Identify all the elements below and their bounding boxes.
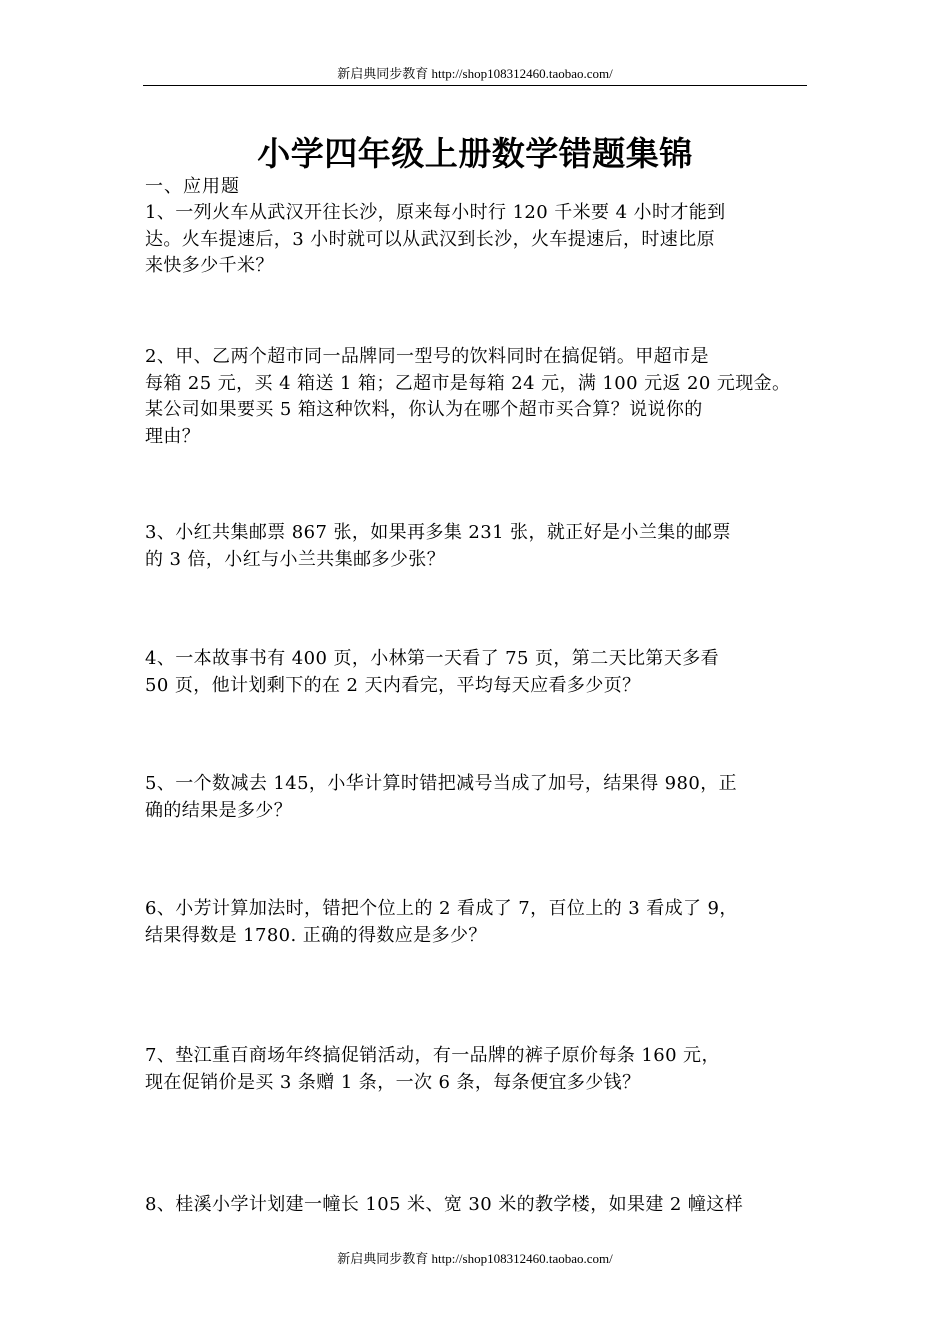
question-5 — [145, 771, 810, 824]
question-1 — [145, 200, 810, 280]
question-line: 结果得数是 1780. 正确的得数应是多少？ — [145, 924, 487, 946]
question-3 — [145, 520, 810, 573]
question-line: 确的结果是多少？ — [145, 799, 293, 821]
question-7 — [145, 1043, 810, 1096]
question-line: 4、一本故事书有 400 页，小林第一天看了 75 页，第二天比第天多看 — [145, 648, 719, 669]
question-line: 6、小芳计算加法时，错把个位上的 2 看成了 7，百位上的 3 看成了 9， — [145, 898, 738, 919]
document-title: 小学四年级上册数学错题集锦 — [257, 134, 693, 173]
question-line: 某公司如果要买 5 箱这种饮料，你认为在哪个超市买合算？说说你的 — [145, 399, 703, 420]
question-line: 2、甲、乙两个超市同一品牌同一型号的饮料同时在搞促销。甲超市是 — [145, 346, 709, 367]
question-8 — [145, 1192, 810, 1219]
question-line: 来快多少千米？ — [145, 255, 274, 276]
question-line: 1、一列火车从武汉开往长沙，原来每小时行 120 千米要 4 小时才能到 — [145, 202, 726, 223]
question-line: 7、垫江重百商场年终搞促销活动，有一品牌的裤子原价每条 160 元， — [145, 1045, 720, 1066]
question-line: 每箱 25 元，买 4 箱送 1 箱；乙超市是每箱 24 元，满 100 元返 20 元现金。 — [145, 372, 791, 394]
question-4 — [145, 646, 810, 699]
question-6 — [145, 896, 810, 949]
section-heading: 一、应用题 — [145, 176, 240, 197]
question-line: 达。火车提速后，3 小时就可以从武汉到长沙，火车提速后，时速比原 — [145, 228, 715, 250]
question-line: 50 页，他计划剩下的在 2 天内看完，平均每天应看多少页？ — [145, 674, 641, 696]
question-line: 5、一个数减去 145，小华计算时错把减号当成了加号，结果得 980，正 — [145, 773, 738, 794]
question-2 — [145, 344, 810, 450]
page-header: 新启典同步教育 http://shop108312460.taobao.com/ — [337, 66, 613, 81]
question-line: 的 3 倍，小红与小兰共集邮多少张？ — [145, 548, 446, 570]
question-line: 8、桂溪小学计划建一幢长 105 米、宽 30 米的教学楼，如果建 2 幢这样 — [145, 1194, 744, 1215]
question-line: 现在促销价是买 3 条赠 1 条，一次 6 条，每条便宜多少钱？ — [145, 1071, 641, 1093]
page-footer: 新启典同步教育 http://shop108312460.taobao.com/ — [337, 1251, 613, 1266]
question-line: 理由？ — [145, 425, 201, 447]
question-line: 3、小红共集邮票 867 张，如果再多集 231 张，就正好是小兰集的邮票 — [145, 522, 731, 543]
header-divider — [143, 85, 807, 86]
